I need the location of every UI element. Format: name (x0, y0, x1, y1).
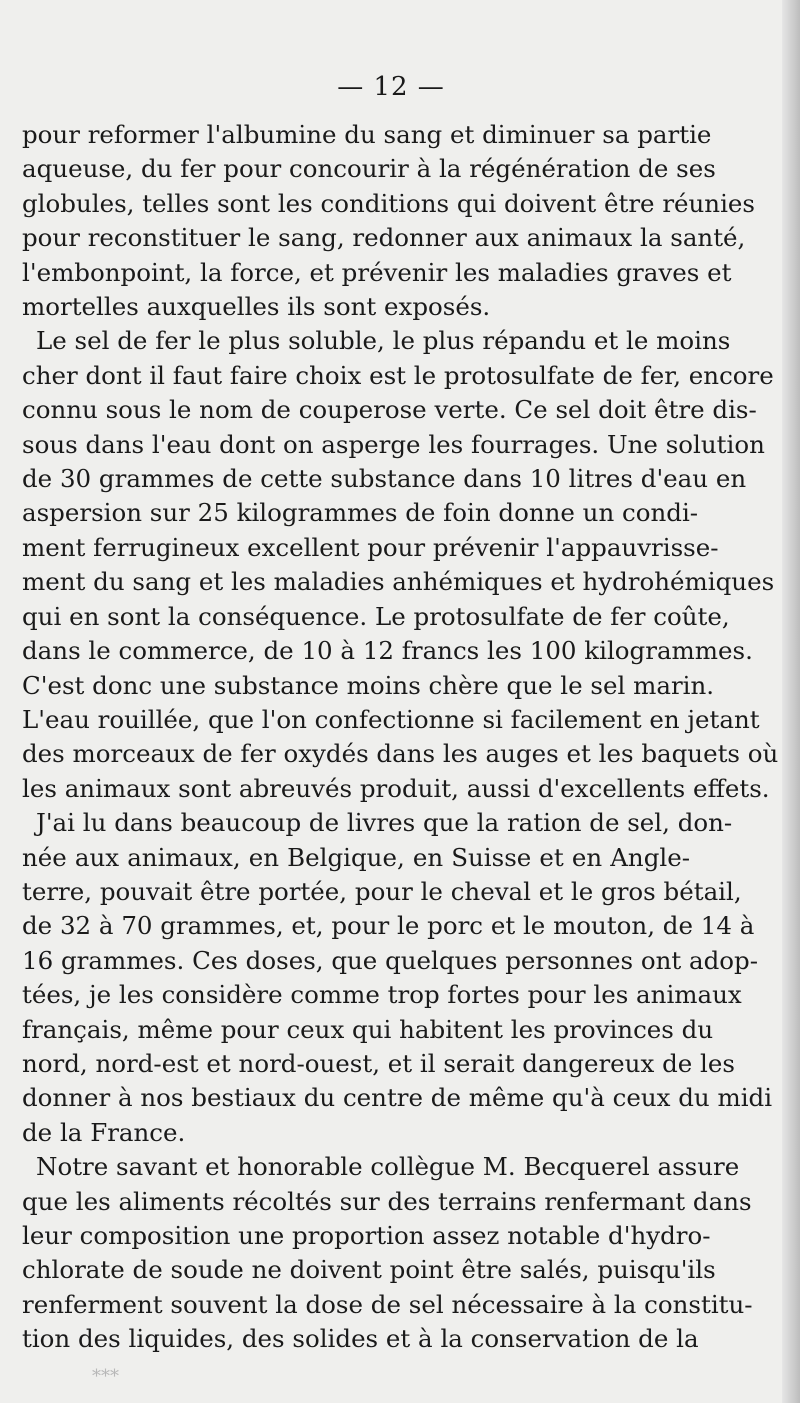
text-line: des morceaux de fer oxydés dans les auges et les baquets où (22, 739, 779, 769)
text-line: leur composition une proportion assez notable d'hydro- (22, 1221, 711, 1250)
text-line: renferment souvent la dose de sel nécessaire à la constitu- (22, 1289, 753, 1319)
text-line: mortelles auxquelles ils sont exposés. (22, 292, 491, 322)
text-line: L'eau rouillée, que l'on confectionne si facilement en jetant (22, 704, 760, 734)
text-line: globules, telles sont les conditions qui doivent être réunies (22, 188, 755, 218)
page-number: — 12 — (337, 72, 445, 102)
text-line: aqueuse, du fer pour concourir à la régénération de ses (22, 154, 716, 184)
text-line: l'embonpoint, la force, et prévenir les maladies graves et (22, 257, 732, 287)
text-line: pour reformer l'albumine du sang et diminuer sa partie (22, 120, 712, 149)
text-line: dans le commerce, de 10 à 12 francs les 100 kilogrammes. (22, 636, 753, 666)
text-line: 16 grammes. Ces doses, que quelques personnes ont adop- (22, 945, 759, 975)
text-line: français, même pour ceux qui habitent les provinces du (22, 1014, 714, 1044)
text-line: C'est donc une substance moins chère que le sel marin. (22, 670, 715, 700)
text-line: de 30 grammes de cette substance dans 10 litres d'eau en (22, 464, 747, 494)
text-line: terre, pouvait être portée, pour le cheval et le gros bétail, (22, 876, 742, 906)
text-line: aspersion sur 25 kilogrammes de foin donne un condi- (22, 498, 699, 528)
text-line: sous dans l'eau dont on asperge les fourrages. Une solution (22, 429, 765, 459)
text-line: nord, nord-est et nord-ouest, et il serait dangereux de les (22, 1048, 735, 1078)
page-edge-shadow (782, 0, 800, 1403)
body-text (22, 118, 779, 1357)
text-line: cher dont il faut faire choix est le protosulfate de fer, encore (22, 360, 774, 390)
text-line: pour reconstituer le sang, redonner aux animaux la santé, (22, 223, 746, 253)
text-line: née aux animaux, en Belgique, en Suisse et en Angle- (22, 842, 690, 872)
text-line: Notre savant et honorable collègue M. Becquerel assure (36, 1152, 740, 1182)
text-line: que les aliments récoltés sur des terrains renfermant dans (22, 1186, 752, 1216)
text-line: les animaux sont abreuvés produit, aussi d'excellents effets. (22, 773, 770, 803)
text-line: de 32 à 70 grammes, et, pour le porc et le mouton, de 14 à (22, 911, 755, 941)
text-line: ment du sang et les maladies anhémiques et hydrohémiques (22, 567, 775, 597)
text-line: connu sous le nom de couperose verte. Ce sel doit être dis- (22, 395, 757, 425)
text-line: chlorate de soude ne doivent point être salés, puisqu'ils (22, 1255, 716, 1285)
text-line: Le sel de fer le plus soluble, le plus répandu et le moins (36, 326, 731, 356)
text-line: J'ai lu dans beaucoup de livres que la ration de sel, don- (36, 808, 733, 838)
text-line: de la France. (22, 1117, 186, 1147)
text-line: ment ferrugineux excellent pour prévenir l'appauvrisse- (22, 532, 719, 562)
text-line: donner à nos bestiaux du centre de même qu'à ceux du midi (22, 1083, 773, 1113)
text-line: tion des liquides, des solides et à la conservation de la (22, 1324, 699, 1354)
text-line: tées, je les considère comme trop fortes pour les animaux (22, 980, 742, 1010)
printer-ornament: *** (92, 1366, 119, 1387)
text-line: qui en sont la conséquence. Le protosulfate de fer coûte, (22, 601, 730, 631)
